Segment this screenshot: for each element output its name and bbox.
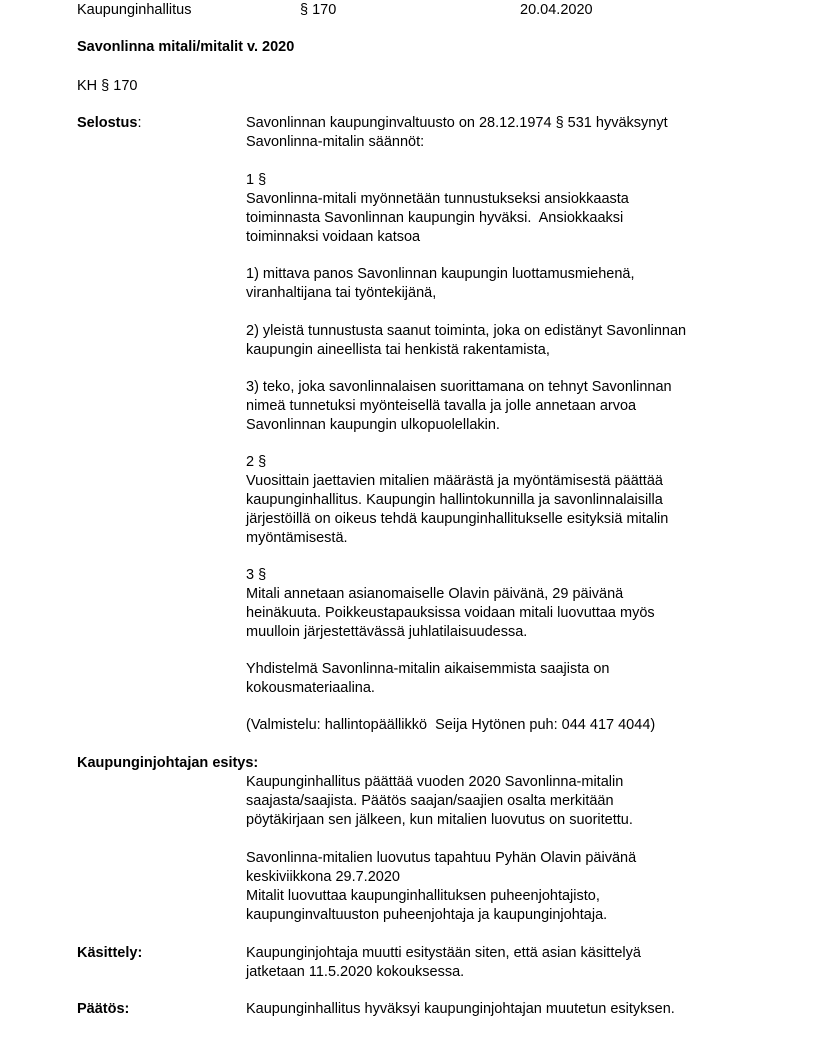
selostus-intro: Savonlinnan kaupunginvaltuusto on 28.12.1974 § 531 hyväksynyt Savonlinna-mitalin säännöt: [246,115,668,150]
proposal-paragraph-1: Kaupunginhallitus päättää vuoden 2020 Savonlinna-mitalin saajasta/saajista. Päätös saajan/saajien osalta merkitään pöytäkirjaan sen jälkeen, kun mitalien luovutus on suoritettu. [246,774,633,828]
section-reference: KH § 170 [77,78,138,94]
paragraph-2: 2 § Vuosittain jaettavien mitalien määrästä ja myöntämisestä päättää kaupunginhallitus. Kaupungin hallintokunnilla ja savonlinnalaisilla järjestöillä on oikeus tehdä kaupunginhallitukselle esityksiä mitalin myöntämisestä. [246,454,669,546]
criterion-3: 3) teko, joka savonlinnalaisen suorittamana on tehnyt Savonlinnan nimeä tunnetuksi myönteisellä tavalla ja jolle annetaan arvoa Savonlinnan kaupungin ulkopuolellakin. [246,379,672,433]
criterion-1: 1) mittava panos Savonlinnan kaupungin luottamusmiehenä, viranhaltijana tai työntekijänä, [246,266,635,301]
proposal-label: Kaupunginjohtajan esitys: [77,755,259,771]
paragraph-3: 3 § Mitali annetaan asianomaiselle Olavin päivänä, 29 päivänä heinäkuuta. Poikkeustapauksissa voidaan mitali luovuttaa myös muulloin järjestettävässä juhlatilaisuudessa. [246,567,655,640]
document-title: Savonlinna mitali/mitalit v. 2020 [77,39,295,55]
criterion-2: 2) yleistä tunnustusta saanut toiminta, joka on edistänyt Savonlinnan kaupungin aineellista tai henkistä rakentamista, [246,323,687,358]
header-body: Kaupunginhallitus [77,2,192,18]
header-section: § 170 [300,2,337,18]
selostus-label: Selostus: [77,115,142,131]
paragraph-1: 1 § Savonlinna-mitali myönnetään tunnustukseksi ansiokkaasta toiminnasta Savonlinnan kaupungin hyväksi. Ansiokkaaksi toiminnaksi voidaan katsoa [246,172,629,245]
kasittely-label: Käsittely: [77,945,143,961]
paatos-label: Päätös: [77,1001,130,1017]
kasittely-text: Kaupunginjohtaja muutti esitystään siten, että asian käsittelyä jatketaan 11.5.2020 kokouksessa. [246,945,641,980]
header-date: 20.04.2020 [520,2,593,18]
attachment-note: Yhdistelmä Savonlinna-mitalin aikaisemmista saajista on kokousmateriaalina. [246,661,610,696]
paatos-text: Kaupunginhallitus hyväksyi kaupunginjohtajan muutetun esityksen. [246,1001,675,1017]
preparer-note: (Valmistelu: hallintopäällikkö Seija Hytönen puh: 044 417 4044) [246,717,656,733]
proposal-paragraph-2: Savonlinna-mitalien luovutus tapahtuu Pyhän Olavin päivänä keskiviikkona 29.7.2020 Mitalit luovuttaa kaupunginhallituksen puheenjohtajisto, kaupunginvaltuuston puheenjohtaja ja kaupunginjohtaja. [246,850,637,923]
